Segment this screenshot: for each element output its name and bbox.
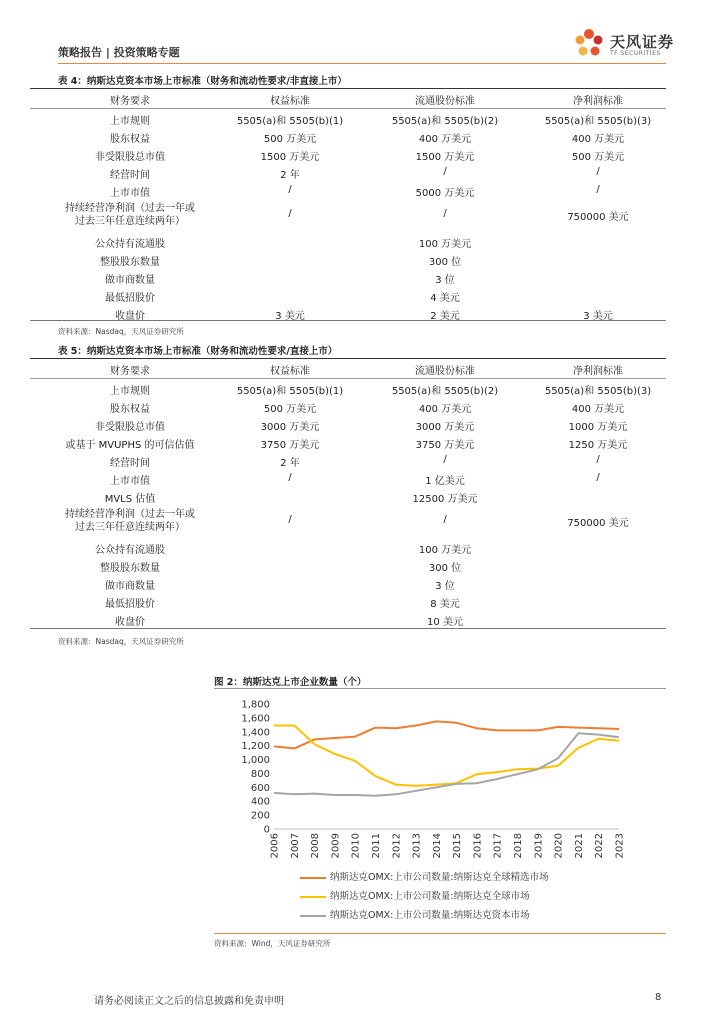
table4-row-value: 400 万美元 [418, 134, 472, 145]
legend-item [300, 869, 549, 883]
y-tick-label: 1,800 [241, 699, 270, 711]
table4-row-value: 5505(a)和 5505(b)(3) [544, 116, 652, 127]
table5-row-label: 股东权益 [110, 404, 150, 415]
table4-row-label: 整股股东数量 [100, 257, 160, 268]
table4-row-label: 非受限股总市值 [95, 152, 165, 163]
legend-item [300, 907, 530, 921]
table4-col-header: 财务要求 [110, 96, 150, 107]
table5-row-value: 300 位 [428, 563, 462, 574]
y-tick-label: 1,600 [241, 713, 270, 725]
y-tick-label: 400 [250, 796, 270, 808]
header-rule [58, 63, 666, 64]
table5-row-label: 最低招股价 [105, 599, 155, 610]
table4-row-label: 上市市值 [110, 188, 150, 199]
table4-row-label: 收盘价 [115, 311, 145, 322]
x-tick-label: 2011 [370, 833, 382, 859]
figure-source: 资料来源：Wind，天风证券研究所 [214, 939, 331, 948]
table4-row-value: 500 万美元 [571, 152, 625, 163]
table5-row-value: 3 位 [435, 581, 455, 592]
logo-name: 天风证券 [610, 33, 675, 51]
table5-row-value: 500 万美元 [263, 404, 317, 415]
table5-row-value: / [443, 514, 447, 525]
legend-swatch [300, 896, 326, 898]
table4-row-label: 最低招股价 [105, 293, 155, 304]
table4-row-value: / [443, 208, 447, 219]
table5-title: 表 5：纳斯达克资本市场上市标准（财务和流动性要求/直接上市） [58, 346, 338, 357]
y-tick-label: 0 [263, 824, 270, 836]
y-tick-label: 1,000 [241, 755, 270, 767]
table4-row-value: 3 美元 [583, 311, 613, 322]
table5-row-value: / [596, 472, 600, 483]
table5-source: 资料来源：Nasdaq，天风证券研究所 [58, 637, 184, 646]
y-tick-label: 1,200 [241, 741, 270, 753]
x-tick-label: 2007 [289, 833, 301, 859]
x-tick-label: 2023 [614, 833, 626, 859]
table5-row-label: 上市规则 [110, 386, 150, 397]
table5-bottom-line [30, 628, 666, 629]
report-category: 策略报告 | 投资策略专题 [58, 46, 180, 59]
table5-col-header: 财务要求 [110, 366, 150, 377]
page-number: 8 [655, 992, 662, 1003]
figure-title: 图 2：纳斯达克上市企业数量（个） [214, 677, 367, 688]
table5-row-value: / [443, 454, 447, 465]
table5-row-value: 10 美元 [427, 617, 463, 628]
table5-row-value: 3750 万美元 [260, 440, 320, 451]
table5-row-label: 整股股东数量 [100, 563, 160, 574]
table4-row-value: 400 万美元 [571, 134, 625, 145]
table5-row-label: 非受限股总市值 [95, 422, 165, 433]
figure-bottom-rule [214, 933, 666, 934]
legend-swatch [300, 877, 326, 879]
y-tick-label: 600 [250, 782, 270, 794]
table5-row-value: 5505(a)和 5505(b)(2) [391, 386, 499, 397]
table4-row-value: 3 位 [435, 275, 455, 286]
table4-row-label-line2: 过去三年任意连续两年） [75, 216, 185, 227]
x-tick-label: 2008 [310, 833, 322, 859]
table4-col-header: 权益标准 [270, 96, 310, 107]
table4-row-value: 300 位 [428, 257, 462, 268]
table5-row-label: 经营时间 [110, 458, 150, 469]
x-tick-label: 2018 [513, 833, 525, 859]
legend-label: 纳斯达克OMX:上市公司数量:纳斯达克全球市场 [330, 891, 530, 902]
x-tick-label: 2020 [553, 833, 565, 859]
x-tick-label: 2019 [533, 833, 545, 859]
y-tick-label: 200 [250, 810, 270, 822]
table5-row-value: / [596, 454, 600, 465]
table4-row-value: 1500 万美元 [260, 152, 320, 163]
table5-col-header: 净利润标准 [573, 366, 623, 377]
x-tick-label: 2009 [330, 833, 342, 859]
table4-source: 资料来源：Nasdaq，天风证券研究所 [58, 327, 184, 336]
table5-row-value: 100 万美元 [418, 545, 472, 556]
table5-row-value: 3000 万美元 [415, 422, 475, 433]
table5-row-value: 1000 万美元 [568, 422, 628, 433]
table4-row-value: 4 美元 [430, 293, 460, 304]
table5-row-label-line1: 持续经营净利润（过去一年或 [65, 509, 195, 520]
table4-row-label: 公众持有流通股 [95, 239, 165, 250]
legend-swatch [300, 915, 326, 917]
flower-logo-icon [572, 26, 606, 60]
table4-col-header: 净利润标准 [573, 96, 623, 107]
table5-row-value: 750000 美元 [567, 518, 629, 529]
table5-row-label: 上市市值 [110, 476, 150, 487]
x-tick-label: 2022 [594, 833, 606, 859]
table4-row-value: 750000 美元 [567, 212, 629, 223]
table5-row-value: 5505(a)和 5505(b)(1) [236, 386, 344, 397]
x-tick-label: 2010 [350, 833, 362, 859]
disclaimer-text: 请务必阅读正文之后的信息披露和免责申明 [94, 996, 284, 1007]
table4-row-value: / [596, 166, 600, 177]
table5-row-value: / [288, 472, 292, 483]
table4-row-value: 2 年 [280, 170, 300, 181]
listing-count-line-chart [214, 692, 634, 860]
table4-row-label-line1: 持续经营净利润（过去一年或 [65, 203, 195, 214]
y-tick-label: 800 [250, 768, 270, 780]
table5-row-label: 或基于 MVUPHS 的可信估值 [65, 440, 195, 451]
table4-row-value: / [288, 208, 292, 219]
table5-row-label: MVLS 估值 [104, 494, 156, 505]
table4-row-value: 2 美元 [430, 311, 460, 322]
series-line-1 [274, 721, 619, 748]
table5-col-header: 权益标准 [270, 366, 310, 377]
table5-row-value: / [288, 514, 292, 525]
table4-row-label [30, 202, 230, 228]
x-tick-label: 2012 [391, 833, 403, 859]
x-tick-label: 2006 [269, 833, 281, 859]
x-tick-label: 2021 [573, 833, 585, 859]
series-line-3 [274, 733, 619, 796]
x-tick-label: 2016 [472, 833, 484, 859]
table4-row-label: 上市规则 [110, 116, 150, 127]
table5-row-value: 12500 万美元 [412, 494, 478, 505]
table5-row-label: 做市商数量 [105, 581, 155, 592]
table4-row-value: / [596, 184, 600, 195]
table4-row-value: / [443, 166, 447, 177]
table4-row-value: 500 万美元 [263, 134, 317, 145]
table4-row-label: 做市商数量 [105, 275, 155, 286]
series-line-2 [274, 726, 619, 786]
x-tick-label: 2015 [452, 833, 464, 859]
figure-top-rule [214, 688, 666, 689]
table5-top-line [30, 358, 666, 359]
legend-item [300, 888, 530, 902]
x-tick-label: 2017 [492, 833, 504, 859]
table5-col-header: 流通股份标准 [415, 366, 475, 377]
table5-row-value: 400 万美元 [418, 404, 472, 415]
table5-row-label: 公众持有流通股 [95, 545, 165, 556]
table5-row-value: 8 美元 [430, 599, 460, 610]
y-tick-label: 1,400 [241, 727, 270, 739]
table4-row-value: / [288, 184, 292, 195]
table4-row-label: 股东权益 [110, 134, 150, 145]
table4-bottom-line [30, 320, 666, 321]
table4-row-value: 5505(a)和 5505(b)(2) [391, 116, 499, 127]
x-tick-label: 2014 [431, 833, 443, 859]
table5-row-value: 1 亿美元 [425, 476, 465, 487]
table4-row-value: 3 美元 [275, 311, 305, 322]
table5-row-value: 1250 万美元 [568, 440, 628, 451]
table4-title: 表 4：纳斯达克资本市场上市标准（财务和流动性要求/非直接上市） [58, 76, 347, 87]
table4-row-label: 经营时间 [110, 170, 150, 181]
table5-row-label-line2: 过去三年任意连续两年） [75, 522, 185, 533]
table4-row-value: 5505(a)和 5505(b)(1) [236, 116, 344, 127]
table4-top-line [30, 88, 666, 89]
table4-col-header: 流通股份标准 [415, 96, 475, 107]
table5-row-label [30, 508, 230, 534]
table4-row-value: 5000 万美元 [415, 188, 475, 199]
table4-row-value: 100 万美元 [418, 239, 472, 250]
table5-row-value: 3000 万美元 [260, 422, 320, 433]
table5-row-value: 5505(a)和 5505(b)(3) [544, 386, 652, 397]
table4-header-line [30, 108, 666, 109]
brand-logo [572, 26, 682, 60]
legend-label: 纳斯达克OMX:上市公司数量:纳斯达克全球精选市场 [330, 872, 549, 883]
logo-subtitle: TF SECURITIES [610, 50, 661, 57]
table5-row-label: 收盘价 [115, 617, 145, 628]
legend-label: 纳斯达克OMX:上市公司数量:纳斯达克资本市场 [330, 910, 530, 921]
x-tick-label: 2013 [411, 833, 423, 859]
table5-row-value: 2 年 [280, 458, 300, 469]
table4-row-value: 1500 万美元 [415, 152, 475, 163]
table5-row-value: 400 万美元 [571, 404, 625, 415]
table5-row-value: 3750 万美元 [415, 440, 475, 451]
table5-header-line [30, 378, 666, 379]
